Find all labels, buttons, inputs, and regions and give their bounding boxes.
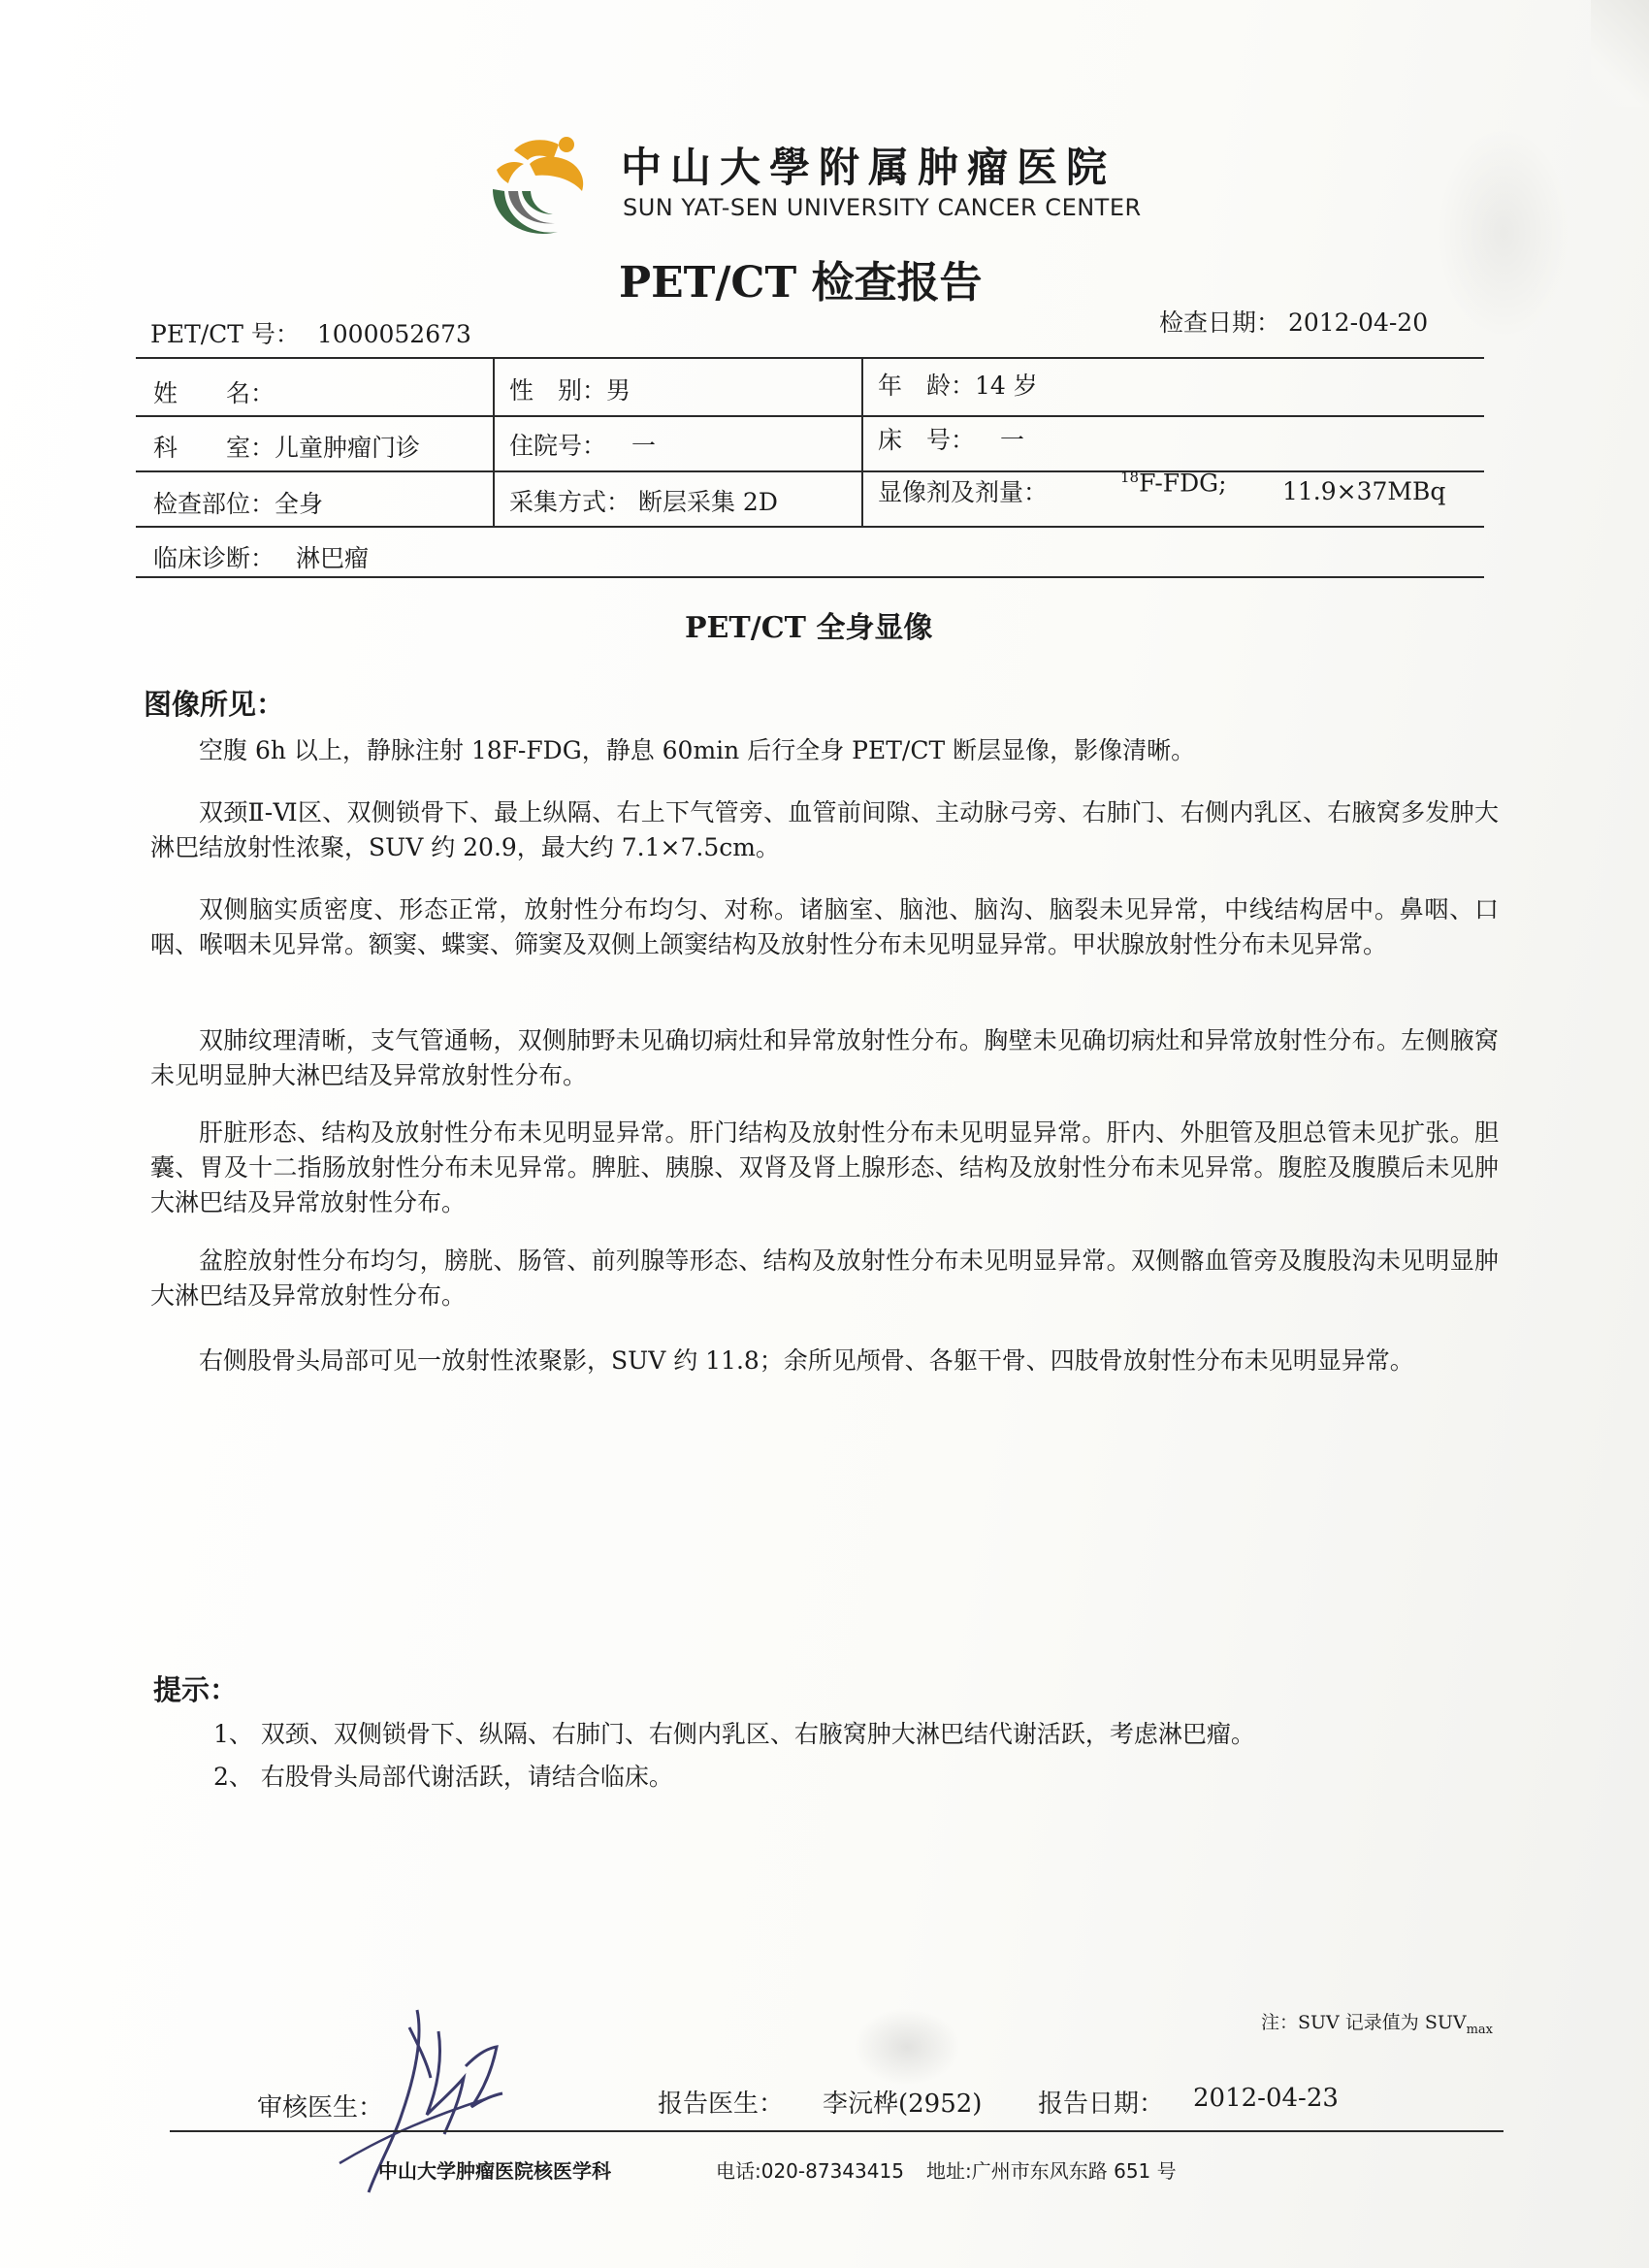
tracer-agent bbox=[1120, 469, 1227, 497]
patient-sex-label: 性 别： bbox=[509, 376, 607, 405]
admission-label: 住院号： bbox=[509, 432, 607, 460]
findings-paragraph: 右侧股骨头局部可见一放射性浓聚影，SUV 约 11.8；余所见颅骨、各躯干骨、四肢骨放射性分布未见明显异常。 bbox=[199, 1346, 1414, 1375]
tips-heading: 提示： bbox=[153, 1673, 239, 1706]
patient-dept-label: 科 室： bbox=[153, 434, 275, 462]
table-line bbox=[136, 357, 1484, 359]
bed-value: 一 bbox=[999, 426, 1024, 454]
tracer-label: 显像剂及剂量： bbox=[878, 478, 1049, 506]
footer-department: 中山大学肿瘤医院核医学科 bbox=[378, 2159, 611, 2183]
patient-admission bbox=[509, 427, 656, 462]
exam-number-label: PET/CT 号： bbox=[150, 320, 300, 348]
acquisition-label: 采集方式： bbox=[509, 488, 631, 516]
diagnosis-value: 淋巴瘤 bbox=[295, 544, 369, 572]
reporter-name: 李沅桦(2952) bbox=[823, 2090, 983, 2119]
folded-corner bbox=[1591, 0, 1649, 107]
tip-item: 1、 双颈、双侧锁骨下、纵隔、右肺门、右侧内乳区、右腋窝肿大淋巴结代谢活跃，考虑淋巴瘤。 bbox=[213, 1720, 1255, 1748]
table-line bbox=[136, 576, 1484, 578]
exam-site-value: 全身 bbox=[275, 490, 324, 518]
patient-age-label: 年 龄： bbox=[878, 372, 976, 400]
findings-paragraph: 盆腔放射性分布均匀，膀胱、肠管、前列腺等形态、结构及放射性分布未见明显异常。双侧髂血管旁及腹股沟未见明显肿大淋巴结及异常放射性分布。 bbox=[150, 1247, 1499, 1310]
footer-address: 地址:广州市东风东路 651 号 bbox=[926, 2159, 1177, 2183]
report-date-value: 2012-04-23 bbox=[1193, 2084, 1339, 2113]
patient-age-value: 14 岁 bbox=[975, 372, 1038, 400]
suv-note-subscript: max bbox=[1466, 2022, 1494, 2037]
findings-heading: 图像所见： bbox=[144, 688, 285, 721]
reviewer-label: 审核医生： bbox=[257, 2093, 384, 2122]
findings-paragraph: 肝脏形态、结构及放射性分布未见明显异常。肝门结构及放射性分布未见明显异常。肝内、外胆管及胆总管未见扩张。胆囊、胃及十二指肠放射性分布未见异常。脾脏、胰腺、双肾及肾上腺形态、结构及放射性分布未见异常。腹腔及腹膜后未见肿大淋巴结及异常放射性分布。 bbox=[150, 1118, 1499, 1216]
acquisition-mode bbox=[509, 483, 778, 518]
bed-label: 床 号： bbox=[878, 426, 976, 454]
tip-item: 2、 右股骨头局部代谢活跃，请结合临床。 bbox=[213, 1763, 673, 1791]
reporter-label: 报告医生： bbox=[658, 2090, 785, 2119]
table-divider bbox=[861, 357, 863, 526]
hospital-name-en: SUN YAT-SEN UNIVERSITY CANCER CENTER bbox=[623, 194, 1142, 221]
acquisition-value: 断层采集 2D bbox=[637, 488, 778, 516]
footer-phone: 电话:020-87343415 bbox=[716, 2159, 904, 2183]
report-title: PET/CT 检查报告 bbox=[619, 258, 983, 308]
findings-paragraph: 双肺纹理清晰，支气管通畅，双侧肺野未见确切病灶和异常放射性分布。胸壁未见确切病灶和异常放射性分布。左侧腋窝未见明显肿大淋巴结及异常放射性分布。 bbox=[150, 1026, 1499, 1089]
patient-age bbox=[878, 367, 1038, 402]
patient-bed bbox=[878, 421, 1024, 456]
patient-sex bbox=[509, 372, 630, 406]
table-line bbox=[136, 415, 1484, 417]
patient-dept bbox=[153, 429, 420, 464]
diagnosis-label: 临床诊断： bbox=[153, 544, 275, 572]
tracer-agent-value: F-FDG; bbox=[1139, 469, 1227, 498]
tracer-dose bbox=[878, 473, 1048, 508]
exam-site bbox=[153, 485, 323, 520]
table-line bbox=[136, 526, 1484, 528]
table-line bbox=[136, 470, 1484, 472]
report-date-label: 报告日期： bbox=[1038, 2090, 1165, 2119]
bleed-through-mark bbox=[1436, 126, 1571, 340]
patient-sex-value: 男 bbox=[606, 376, 631, 405]
suv-note-text: 注：SUV 记录值为 SUV bbox=[1261, 2012, 1467, 2033]
ink-smudge bbox=[854, 2008, 960, 2086]
tracer-dose-value: 11.9×37MBq bbox=[1282, 477, 1446, 505]
hospital-name-cn: 中山大學附属肿瘤医院 bbox=[621, 144, 1116, 191]
exam-date-label: 检查日期： bbox=[1159, 308, 1281, 337]
suv-note bbox=[1261, 2008, 1493, 2037]
tracer-isotope-mass: 18 bbox=[1120, 469, 1140, 486]
table-divider bbox=[493, 357, 495, 526]
patient-name bbox=[153, 374, 275, 409]
footer-rule bbox=[170, 2130, 1504, 2132]
hospital-logo-icon bbox=[485, 131, 597, 243]
findings-paragraph: 空腹 6h 以上，静脉注射 18F-FDG，静息 60min 后行全身 PET/CT 断层显像，影像清晰。 bbox=[199, 736, 1196, 764]
exam-date bbox=[1159, 304, 1428, 339]
findings-paragraph: 双颈Ⅱ-Ⅵ区、双侧锁骨下、最上纵隔、右上下气管旁、血管前间隙、主动脉弓旁、右肺门、右侧内乳区、右腋窝多发肿大淋巴结放射性浓聚，SUV 约 20.9，最大约 7.1×7.5cm。 bbox=[150, 798, 1499, 861]
exam-number bbox=[150, 315, 471, 350]
exam-site-label: 检查部位： bbox=[153, 490, 275, 518]
patient-dept-value: 儿童肿瘤门诊 bbox=[275, 434, 421, 462]
exam-number-value: 1000052673 bbox=[316, 320, 471, 348]
section-title: PET/CT 全身显像 bbox=[685, 611, 933, 645]
clinical-diagnosis bbox=[153, 539, 369, 574]
admission-value: 一 bbox=[630, 432, 656, 460]
findings-paragraph: 双侧脑实质密度、形态正常，放射性分布均匀、对称。诸脑室、脑池、脑沟、脑裂未见异常，中线结构居中。鼻咽、口咽、喉咽未见异常。额窦、蝶窦、筛窦及双侧上颌窦结构及放射性分布未见明显异常。甲状腺放射性分布未见异常。 bbox=[150, 895, 1499, 958]
patient-name-label: 姓 名： bbox=[153, 379, 275, 407]
exam-date-value: 2012-04-20 bbox=[1287, 308, 1429, 337]
